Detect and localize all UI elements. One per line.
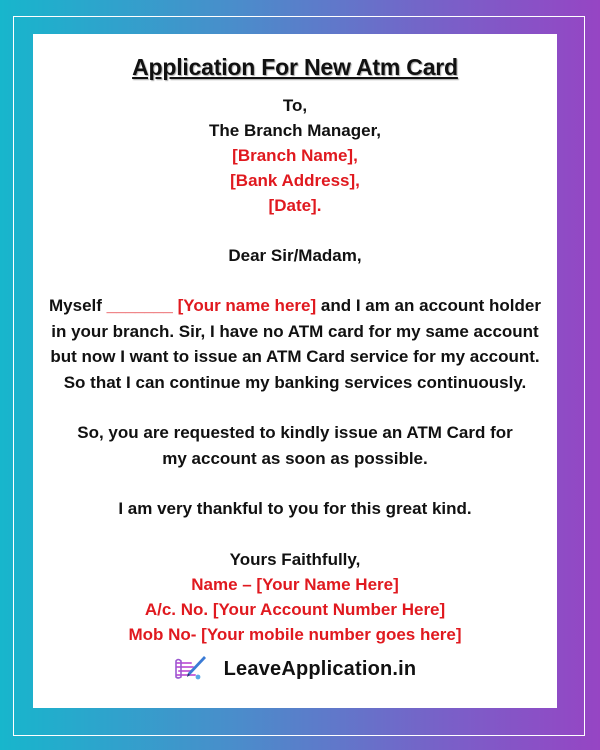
brand-footer	[33, 653, 557, 686]
account-number-line: A/c. No. [Your Account Number Here]	[144, 599, 446, 619]
name-placeholder: [Your name here]	[177, 296, 317, 315]
letter-card	[33, 34, 557, 708]
body-paragraph-3: I am very thankful to you for this great kind.	[118, 499, 472, 518]
recipient-block	[33, 93, 557, 218]
sign-off: Yours Faithfully,	[229, 549, 361, 569]
greeting: Dear Sir/Madam,	[228, 246, 362, 265]
mobile-number-line: Mob No- [Your mobile number goes here]	[128, 624, 462, 644]
para1-text: and I am an account holder in your branch. Sir, I have no ATM card for my same account but now I want to issue an ATM Card service for my account. So that I can continue my banking services continuously.	[50, 296, 541, 392]
branch-name-placeholder: [Branch Name],	[232, 146, 358, 165]
site-name: LeaveApplication.in	[223, 657, 417, 680]
pen-paper-icon	[174, 653, 208, 686]
body-paragraph-1	[33, 293, 557, 395]
name-line: Name – [Your Name Here]	[191, 574, 399, 594]
bank-address-placeholder: [Bank Address],	[230, 171, 360, 190]
body-paragraph-2: So, you are requested to kindly issue an ATM Card for my account as soon as possible.	[77, 423, 513, 468]
designation-line: The Branch Manager,	[209, 121, 381, 140]
name-blank: _______	[106, 296, 173, 315]
date-placeholder: [Date].	[268, 196, 322, 215]
to-line: To,	[282, 96, 308, 115]
para1-prefix: Myself	[49, 296, 102, 315]
page-title: Application For New Atm Card	[132, 54, 458, 80]
